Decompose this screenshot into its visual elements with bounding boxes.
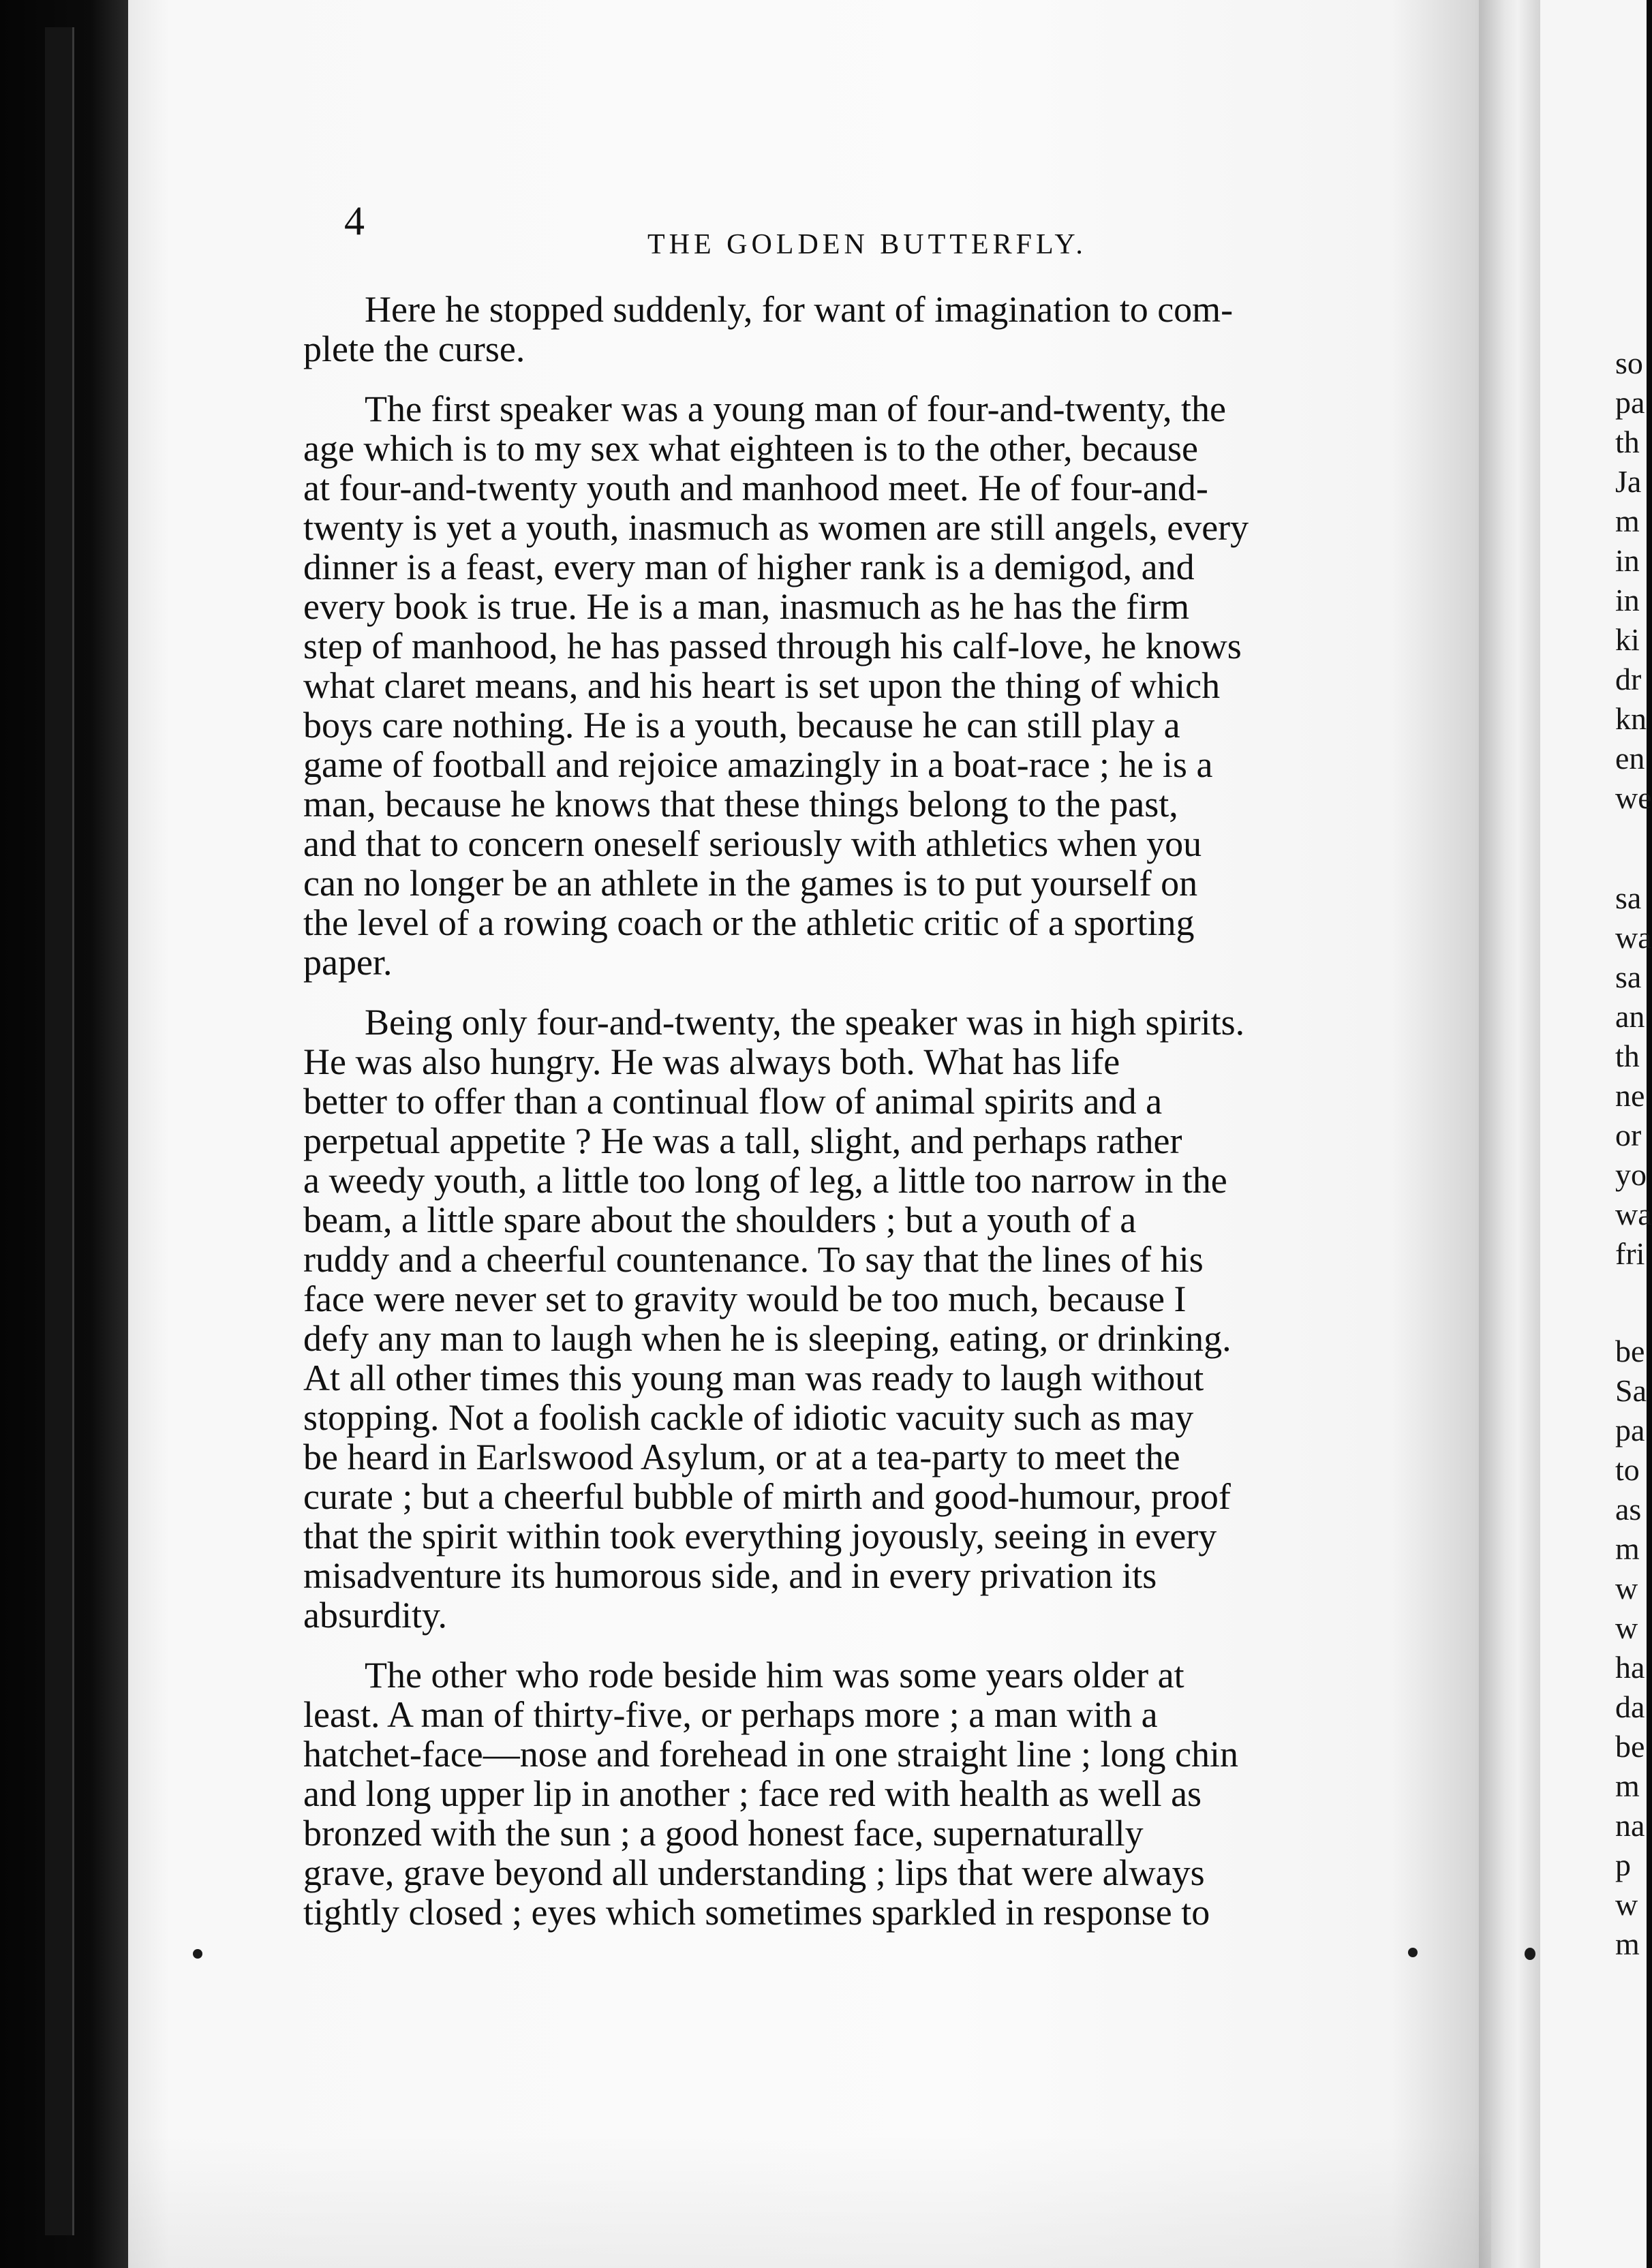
text-line: stopping. Not a foolish cackle of idiotic vacuity such as may — [303, 1397, 1194, 1438]
text-line: step of manhood, he has passed through his calf-love, he knows — [303, 626, 1242, 666]
text-line: perpetual appetite ? He was a tall, slight, and perhaps rather — [303, 1120, 1182, 1161]
text-line: paper. — [303, 942, 393, 983]
page-shadow — [128, 2133, 1491, 2268]
facing-page-fragment: yo — [1615, 1157, 1647, 1192]
text-line: defy any man to laugh when he is sleeping, eating, or drinking. — [303, 1318, 1232, 1359]
facing-page-fragment: en — [1615, 741, 1645, 776]
text-line: misadventure its humorous side, and in every privation its — [303, 1555, 1157, 1596]
page-gutter — [1479, 0, 1544, 2268]
text-line: every book is true. He is a man, inasmuch as he has the firm — [303, 586, 1190, 627]
facing-page-fragment: an — [1615, 999, 1645, 1034]
text-line: and that to concern oneself seriously with athletics when you — [303, 823, 1202, 864]
text-line: The first speaker was a young man of four-and-twenty, the — [365, 388, 1226, 429]
facing-page-fragment: sa — [1615, 960, 1642, 994]
text-line: hatchet-face—nose and forehead in one straight line ; long chin — [303, 1734, 1238, 1775]
facing-page-fragment: in — [1615, 583, 1640, 617]
text-line: can no longer be an athlete in the games is to put yourself on — [303, 863, 1198, 904]
facing-page-fragment: Ja — [1615, 464, 1642, 499]
body-text — [303, 290, 1418, 1932]
text-line: and long upper lip in another ; face red with health as well as — [303, 1773, 1202, 1814]
facing-page-fragment: m — [1615, 1531, 1640, 1566]
text-line: He was also hungry. He was always both. What has life — [303, 1041, 1120, 1082]
text-line: The other who rode beside him was some years older at — [365, 1655, 1184, 1696]
text-line: game of football and rejoice amazingly in a boat-race ; he is a — [303, 744, 1213, 785]
text-line: tightly closed ; eyes which sometimes sparkled in response to — [303, 1892, 1210, 1933]
facing-page-fragment: sa — [1615, 880, 1642, 915]
facing-page-fragment: or — [1615, 1118, 1642, 1152]
text-line: the level of a rowing coach or the athletic critic of a sporting — [303, 902, 1195, 943]
text-line: grave, grave beyond all understanding ; lips that were always — [303, 1852, 1205, 1893]
running-head: THE GOLDEN BUTTERFLY. — [647, 229, 1087, 260]
facing-page-fragment: so — [1615, 346, 1643, 380]
facing-page-fragment: m — [1615, 504, 1640, 538]
text-line: age which is to my sex what eighteen is to the other, because — [303, 428, 1198, 469]
facing-page-fragment: pa — [1615, 1413, 1645, 1447]
page-speck — [1525, 1948, 1535, 1960]
facing-page-fragment: as — [1615, 1492, 1642, 1527]
text-line: plete the curse. — [303, 328, 525, 369]
facing-page-fragment: to — [1615, 1452, 1640, 1487]
text-line: bronzed with the sun ; a good honest face, supernaturally — [303, 1813, 1144, 1854]
facing-page-fragment: fri — [1615, 1236, 1645, 1271]
facing-page-fragment: w — [1615, 1610, 1638, 1645]
facing-page-fragment: p — [1615, 1848, 1631, 1882]
text-line: at four-and-twenty youth and manhood meet. He of four-and- — [303, 468, 1208, 508]
facing-page-fragment: m — [1615, 1768, 1640, 1803]
text-line: Being only four-and-twenty, the speaker was in high spirits. — [365, 1002, 1245, 1043]
facing-page-fragment: we — [1615, 780, 1652, 815]
text-line: beam, a little spare about the shoulders ; but a youth of a — [303, 1199, 1137, 1240]
facing-page-fragment: dr — [1615, 662, 1642, 696]
text-line: twenty is yet a youth, inasmuch as women are still angels, every — [303, 507, 1249, 548]
facing-page-fragment: wa — [1615, 1197, 1652, 1231]
spine-binding-strip — [45, 27, 74, 2235]
facing-page-fragment: ne — [1615, 1078, 1645, 1113]
text-line: least. A man of thirty-five, or perhaps more ; a man with a — [303, 1694, 1158, 1735]
text-line: be heard in Earlswood Asylum, or at a tea-party to meet the — [303, 1437, 1180, 1477]
facing-page-fragment: kn — [1615, 701, 1647, 736]
facing-page-fragment: na — [1615, 1808, 1645, 1843]
text-line: boys care nothing. He is a youth, because he can still play a — [303, 705, 1180, 746]
facing-page-fragment: be — [1615, 1729, 1645, 1764]
text-line: better to offer than a continual flow of animal spirits and a — [303, 1081, 1163, 1122]
facing-page-fragment: pa — [1615, 385, 1645, 420]
facing-page-fragment: w — [1615, 1571, 1638, 1606]
facing-page-fragment: be — [1615, 1334, 1645, 1368]
facing-page-fragment: m — [1615, 1927, 1640, 1961]
facing-page-fragment: w — [1615, 1887, 1638, 1922]
text-line: face were never set to gravity would be too much, because I — [303, 1278, 1187, 1319]
facing-page-fragment: ki — [1615, 622, 1640, 657]
paragraph-gap — [303, 369, 1418, 389]
facing-page-fragment: da — [1615, 1689, 1645, 1724]
text-line: that the spirit within took everything joyously, seeing in every — [303, 1516, 1217, 1557]
page-speck — [1408, 1948, 1418, 1957]
page-speck — [193, 1949, 202, 1959]
facing-page-fragment: th — [1615, 1039, 1640, 1073]
text-line: dinner is a feast, every man of higher rank is a demigod, and — [303, 547, 1195, 587]
paragraph-gap — [303, 1635, 1418, 1655]
facing-page-fragment: in — [1615, 543, 1640, 578]
paragraph-gap — [303, 982, 1418, 1002]
text-line: absurdity. — [303, 1595, 447, 1636]
text-line: At all other times this young man was ready to laugh without — [303, 1358, 1204, 1398]
text-line: curate ; but a cheerful bubble of mirth and good-humour, proof — [303, 1476, 1231, 1517]
text-line: what claret means, and his heart is set upon the thing of which — [303, 665, 1221, 706]
facing-page-fragment: wa — [1615, 920, 1652, 955]
text-line: a weedy youth, a little too long of leg, a little too narrow in the — [303, 1160, 1227, 1201]
text-line: ruddy and a cheerful countenance. To say that the lines of his — [303, 1239, 1204, 1280]
facing-page-fragment: Sa — [1615, 1373, 1647, 1408]
facing-page-fragment: th — [1615, 425, 1640, 459]
page-number: 4 — [344, 198, 365, 243]
text-line: man, because he knows that these things belong to the past, — [303, 784, 1178, 825]
text-line: Here he stopped suddenly, for want of imagination to com- — [365, 289, 1234, 330]
facing-page-fragment: ha — [1615, 1650, 1645, 1685]
